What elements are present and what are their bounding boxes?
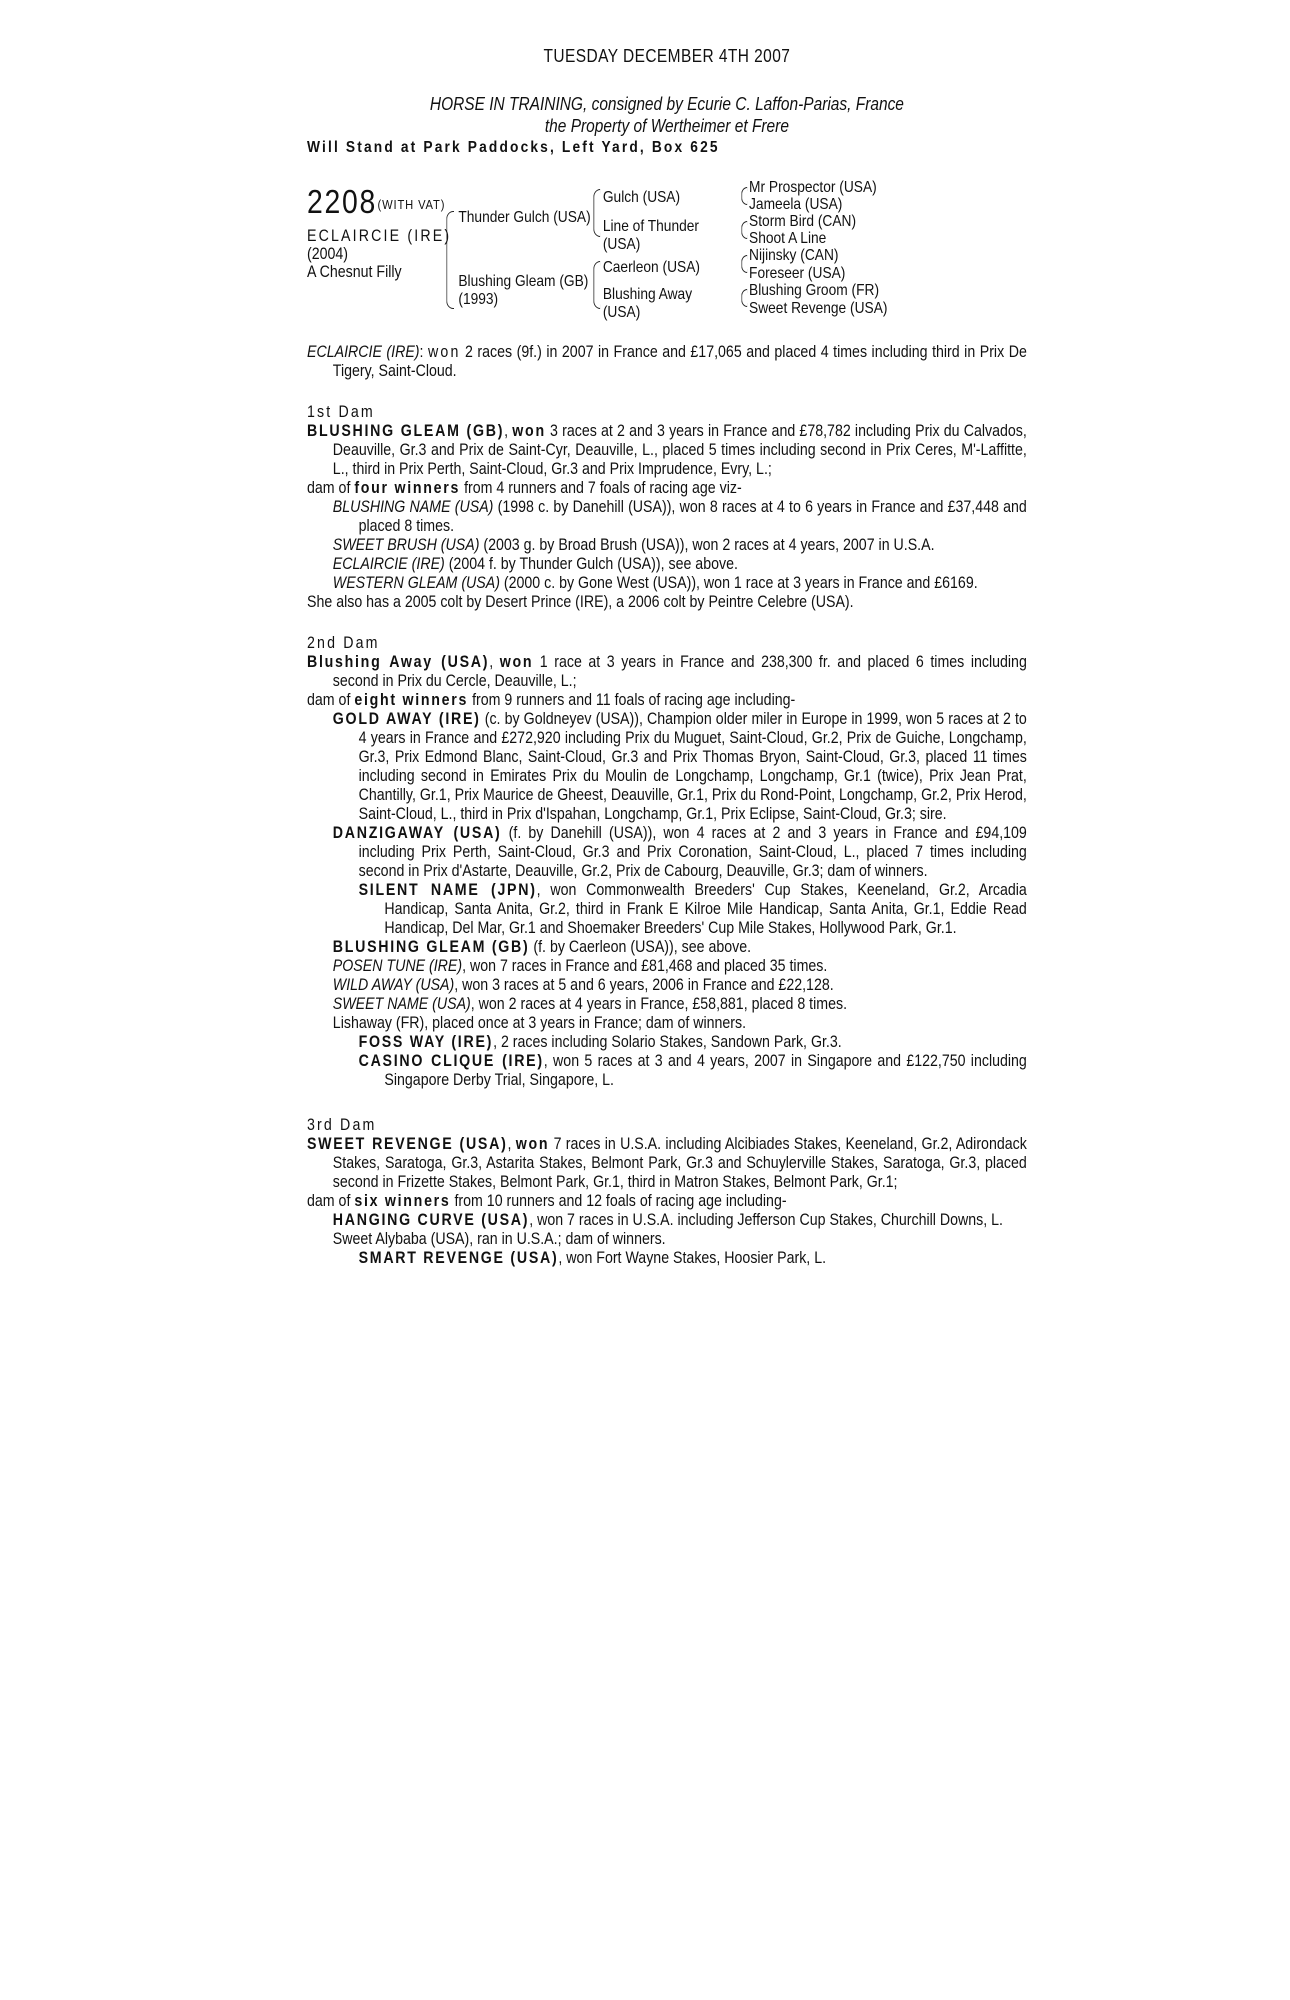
produce-text: , won 7 races in U.S.A. including Jefferson Cup Stakes, Churchill Downs, L. xyxy=(529,1211,1003,1229)
produce-item xyxy=(307,498,1027,536)
produce-item xyxy=(307,1211,1027,1230)
dam-of-suffix: from 4 runners and 7 foals of racing age viz- xyxy=(460,479,742,497)
dam-dam xyxy=(603,286,692,322)
produce-name: POSEN TUNE (IRE) xyxy=(332,957,463,975)
dam xyxy=(458,273,588,309)
produce-name: BLUSHING GLEAM (GB) xyxy=(332,938,530,956)
produce-name: WILD AWAY (USA) xyxy=(332,976,455,994)
second-dam-heading: 2nd Dam xyxy=(307,634,380,652)
produce-name: WESTERN GLEAM (USA) xyxy=(332,574,500,592)
granddam-2: Shoot A Line xyxy=(749,230,827,247)
dam-of-prefix: dam of xyxy=(307,479,355,497)
second-dam-text: 1 race at 3 years in France and 238,300 fr. and placed 6 times including second in Prix du Cercle, Deauville, L.; xyxy=(332,653,1027,690)
grand-produce-item xyxy=(307,1033,1027,1052)
produce-item xyxy=(307,824,1027,881)
second-dam-won: won xyxy=(499,653,534,671)
also-has-note: She also has a 2005 colt by Desert Prince (IRE), a 2006 colt by Peintre Celebre (USA). xyxy=(307,593,854,611)
third-dam-produce-summary xyxy=(307,1192,1027,1211)
first-dam-won: won xyxy=(512,422,546,440)
second-dam-record: Blushing Away (USA), won 1 race at 3 years in France and 238,300 fr. and placed 6 times including second in Prix du Cercle, Deauville, L.; xyxy=(307,653,1027,690)
produce-text: (2003 g. by Broad Brush (USA)), won 2 races at 4 years, 2007 in U.S.A. xyxy=(479,536,935,554)
granddam-1: Jameela (USA) xyxy=(749,196,843,213)
dam-dam-name: Blushing Away xyxy=(602,286,693,303)
stand-location: Will Stand at Park Paddocks, Left Yard, Box 625 xyxy=(307,139,720,156)
produce-name: SWEET NAME (USA) xyxy=(332,995,471,1013)
produce-item: Sweet Alybaba (USA), ran in U.S.A.; dam of winners. xyxy=(332,1230,666,1248)
granddam-3: Foreseer (USA) xyxy=(749,265,846,282)
summary-horse-name: ECLAIRCIE (IRE) xyxy=(307,343,420,361)
catalogue-content xyxy=(307,46,1027,1268)
produce-name: SMART REVENGE (USA) xyxy=(358,1249,559,1267)
produce-name: SWEET BRUSH (USA) xyxy=(332,536,480,554)
g-brace-2 xyxy=(741,221,747,239)
sire-sire: Gulch (USA) xyxy=(602,189,681,206)
dam-of-suffix: from 10 runners and 12 foals of racing age including- xyxy=(450,1192,787,1210)
dam-name: Blushing Gleam (GB) xyxy=(458,273,589,290)
winners-count: four winners xyxy=(354,479,461,497)
pedigree-brace xyxy=(446,211,454,309)
first-dam-name: BLUSHING GLEAM (GB) xyxy=(307,422,505,440)
lot-number: 2208 xyxy=(307,183,378,220)
produce-name: BLUSHING NAME (USA) xyxy=(332,498,494,516)
horse-summary: ECLAIRCIE (IRE): won 2 races (9f.) in 2007 in France and £17,065 and placed 4 times including third in Prix De Tigery, Saint-Cloud. xyxy=(307,343,1027,380)
produce-text: , won Fort Wayne Stakes, Hoosier Park, L. xyxy=(558,1249,827,1267)
produce-item xyxy=(307,536,1027,555)
sire: Thunder Gulch (USA) xyxy=(458,209,591,226)
vat-note: (WITH VAT) xyxy=(377,197,446,212)
produce-item xyxy=(307,995,1027,1014)
produce-name: CASINO CLIQUE (IRE) xyxy=(358,1052,544,1070)
produce-text: (2004 f. by Thunder Gulch (USA)), see above. xyxy=(444,555,738,573)
produce-text: (f. by Caerleon (USA)), see above. xyxy=(529,938,752,956)
produce-name: DANZIGAWAY (USA) xyxy=(332,824,502,842)
third-dam-section xyxy=(307,1116,1027,1268)
summary-won: won xyxy=(428,343,461,361)
g-brace-4 xyxy=(741,289,747,307)
produce-text: , won 5 races at 3 and 4 years, 2007 in Singapore and £122,750 including Singapore Derby Trial, Singapore, L. xyxy=(384,1052,1027,1089)
produce-item xyxy=(307,555,1027,574)
first-dam-record: BLUSHING GLEAM (GB), won 3 races at 2 and 3 years in France and £78,782 including Prix du Calvados, Deauville, Gr.3 and Prix de Saint-Cyr, Deauville, L., placed 5 times including second in Prix Ceres, M'-Laffitte, L., third in Prix Perth, Saint-Cloud, Gr.3 and Prix Imprudence, Evry, L.; xyxy=(307,422,1027,478)
property-line: the Property of Wertheimer et Frere xyxy=(544,116,789,136)
grandsire-3: Nijinsky (CAN) xyxy=(749,247,839,264)
first-dam-heading: 1st Dam xyxy=(307,403,375,421)
sire-dam-country: (USA) xyxy=(602,236,641,253)
grandsire-2: Storm Bird (CAN) xyxy=(749,213,857,230)
second-dam-section xyxy=(307,634,1027,1090)
first-dam-text: 3 races at 2 and 3 years in France and £78,782 including Prix du Calvados, Deauville, Gr.3 and Prix de Saint-Cyr, Deauville, L., placed 5 times including second in Prix Ceres, M'-Laffitte, L., third in Prix Perth, Saint-Cloud, Gr.3 and Prix Imprudence, Evry, L.; xyxy=(332,422,1027,478)
produce-text: , won 3 races at 5 and 6 years, 2006 in France and £22,128. xyxy=(454,976,834,994)
g-brace-1 xyxy=(741,187,747,205)
third-dam-text: 7 races in U.S.A. including Alcibiades Stakes, Keeneland, Gr.2, Adirondack Stakes, Saratoga, Gr.3, Astarita Stakes, Belmont Park, Gr.3 and Schuylerville Stakes, Saratoga, Gr.3, placed second in Frizette Stakes, Belmont Park, Gr.1, third in Matron Stakes, Belmont Park, Gr.1; xyxy=(332,1135,1027,1191)
grand-produce-item xyxy=(307,881,1027,938)
sire-brace xyxy=(593,189,600,237)
winners-count: eight winners xyxy=(354,691,469,709)
first-dam-produce-summary xyxy=(307,479,1027,498)
produce-text: , won 2 races at 4 years in France, £58,881, placed 8 times. xyxy=(470,995,848,1013)
produce-name: FOSS WAY (IRE) xyxy=(358,1033,494,1051)
sire-dam-name: Line of Thunder xyxy=(602,218,699,235)
dam-brace xyxy=(593,261,600,309)
produce-name: ECLAIRCIE (IRE) xyxy=(332,555,445,573)
catalogue-page xyxy=(307,46,1027,1268)
produce-text: , 2 races including Solario Stakes, Sandown Park, Gr.3. xyxy=(493,1033,842,1051)
produce-name: HANGING CURVE (USA) xyxy=(332,1211,530,1229)
consignment-line: HORSE IN TRAINING, consigned by Ecurie C. Laffon-Parias, France xyxy=(429,94,904,114)
third-dam-heading: 3rd Dam xyxy=(307,1116,377,1134)
winners-count: six winners xyxy=(354,1192,451,1210)
third-dam-won: won xyxy=(515,1135,550,1153)
horse-name: ECLAIRCIE (IRE) xyxy=(307,227,452,245)
g-brace-3 xyxy=(741,255,747,273)
produce-item xyxy=(307,710,1027,824)
horse-year: (2004) xyxy=(307,245,349,263)
produce-text: , won Commonwealth Breeders' Cup Stakes, Keeneland, Gr.2, Arcadia Handicap, Santa Anita, Gr.2, third in Frank E Kilroe Mile Handicap, Santa Anita, Gr.1, Eddie Read Handicap, Del Mar, Gr.1 and Shoemaker Breeders' Cup Mile Stakes, Hollywood Park, Gr.1. xyxy=(384,881,1027,937)
produce-item xyxy=(307,976,1027,995)
first-dam-section xyxy=(307,403,1027,612)
grand-produce-item xyxy=(307,1249,1027,1268)
sire-dam xyxy=(603,218,699,254)
produce-text: (1998 c. by Danehill (USA)), won 8 races at 4 to 6 years in France and £37,448 and placed 8 times. xyxy=(358,498,1027,535)
produce-text: (c. by Goldneyev (USA)), Champion older miler in Europe in 1999, won 5 races at 2 to 4 years in France and £272,920 including Prix du Muguet, Saint-Cloud, Gr.2, Prix de Guiche, Longchamp, Gr.3, Prix Edmond Blanc, Saint-Cloud, Gr.3 and Prix Thomas Bryon, Saint-Cloud, Gr.3, placed 11 times including second in Emirates Prix du Moulin de Longchamp, Longchamp, Gr.1 (twice), Prix Jean Prat, Chantilly, Gr.1, Prix Maurice de Gheest, Deauville, Gr.1, Prix du Rond-Point, Longchamp, Gr.2, Prix Herod, Saint-Cloud, L., third in Prix d'Ispahan, Longchamp, Gr.1, Prix Eclipse, Saint-Cloud, Gr.3; sire. xyxy=(358,710,1027,823)
second-dam-produce-summary xyxy=(307,691,1027,710)
dam-dam-country: (USA) xyxy=(602,304,641,321)
produce-item xyxy=(307,957,1027,976)
pedigree-block xyxy=(307,179,1027,343)
produce-name: GOLD AWAY (IRE) xyxy=(332,710,481,728)
produce-name: SILENT NAME (JPN) xyxy=(358,881,537,899)
grand-produce-item xyxy=(307,1052,1027,1090)
produce-item: Lishaway (FR), placed once at 3 years in France; dam of winners. xyxy=(332,1014,747,1032)
third-dam-name: SWEET REVENGE (USA) xyxy=(307,1135,508,1153)
third-dam-record: SWEET REVENGE (USA), won 7 races in U.S.A. including Alcibiades Stakes, Keeneland, Gr.2, Adirondack Stakes, Saratoga, Gr.3, Astarita Stakes, Belmont Park, Gr.3 and Schuylerville Stakes, Saratoga, Gr.3, placed second in Frizette Stakes, Belmont Park, Gr.1, third in Matron Stakes, Belmont Park, Gr.1; xyxy=(307,1135,1027,1191)
granddam-4: Sweet Revenge (USA) xyxy=(749,300,888,317)
horse-details xyxy=(307,227,451,281)
produce-text: (f. by Danehill (USA)), won 4 races at 2 and 3 years in France and £94,109 including Prix Perth, Saint-Cloud, Gr.3 and Prix Coronation, Saint-Cloud, L., placed 7 times including second in Prix d'Astarte, Deauville, Gr.2, Prix de Cabourg, Deauville, Gr.3; dam of winners. xyxy=(358,824,1027,880)
grandsire-4: Blushing Groom (FR) xyxy=(749,282,880,299)
produce-text: (2000 c. by Gone West (USA)), won 1 race at 3 years in France and £6169. xyxy=(499,574,978,592)
dam-of-prefix: dam of xyxy=(307,1192,355,1210)
second-dam-name: Blushing Away (USA) xyxy=(307,653,490,671)
dam-year: (1993) xyxy=(458,291,499,308)
sale-date: TUESDAY DECEMBER 4TH 2007 xyxy=(543,46,791,66)
produce-item xyxy=(307,574,1027,593)
produce-text: , won 7 races in France and £81,468 and placed 35 times. xyxy=(462,957,828,975)
dam-of-prefix: dam of xyxy=(307,691,355,709)
dam-of-suffix: from 9 runners and 11 foals of racing age including- xyxy=(468,691,796,709)
horse-description: A Chesnut Filly xyxy=(307,263,402,281)
summary-text: 2 races (9f.) in 2007 in France and £17,065 and placed 4 times including third in Prix De Tigery, Saint-Cloud. xyxy=(332,343,1027,380)
produce-item xyxy=(307,938,1027,957)
grandsire-1: Mr Prospector (USA) xyxy=(749,179,877,196)
dam-sire: Caerleon (USA) xyxy=(602,259,700,276)
